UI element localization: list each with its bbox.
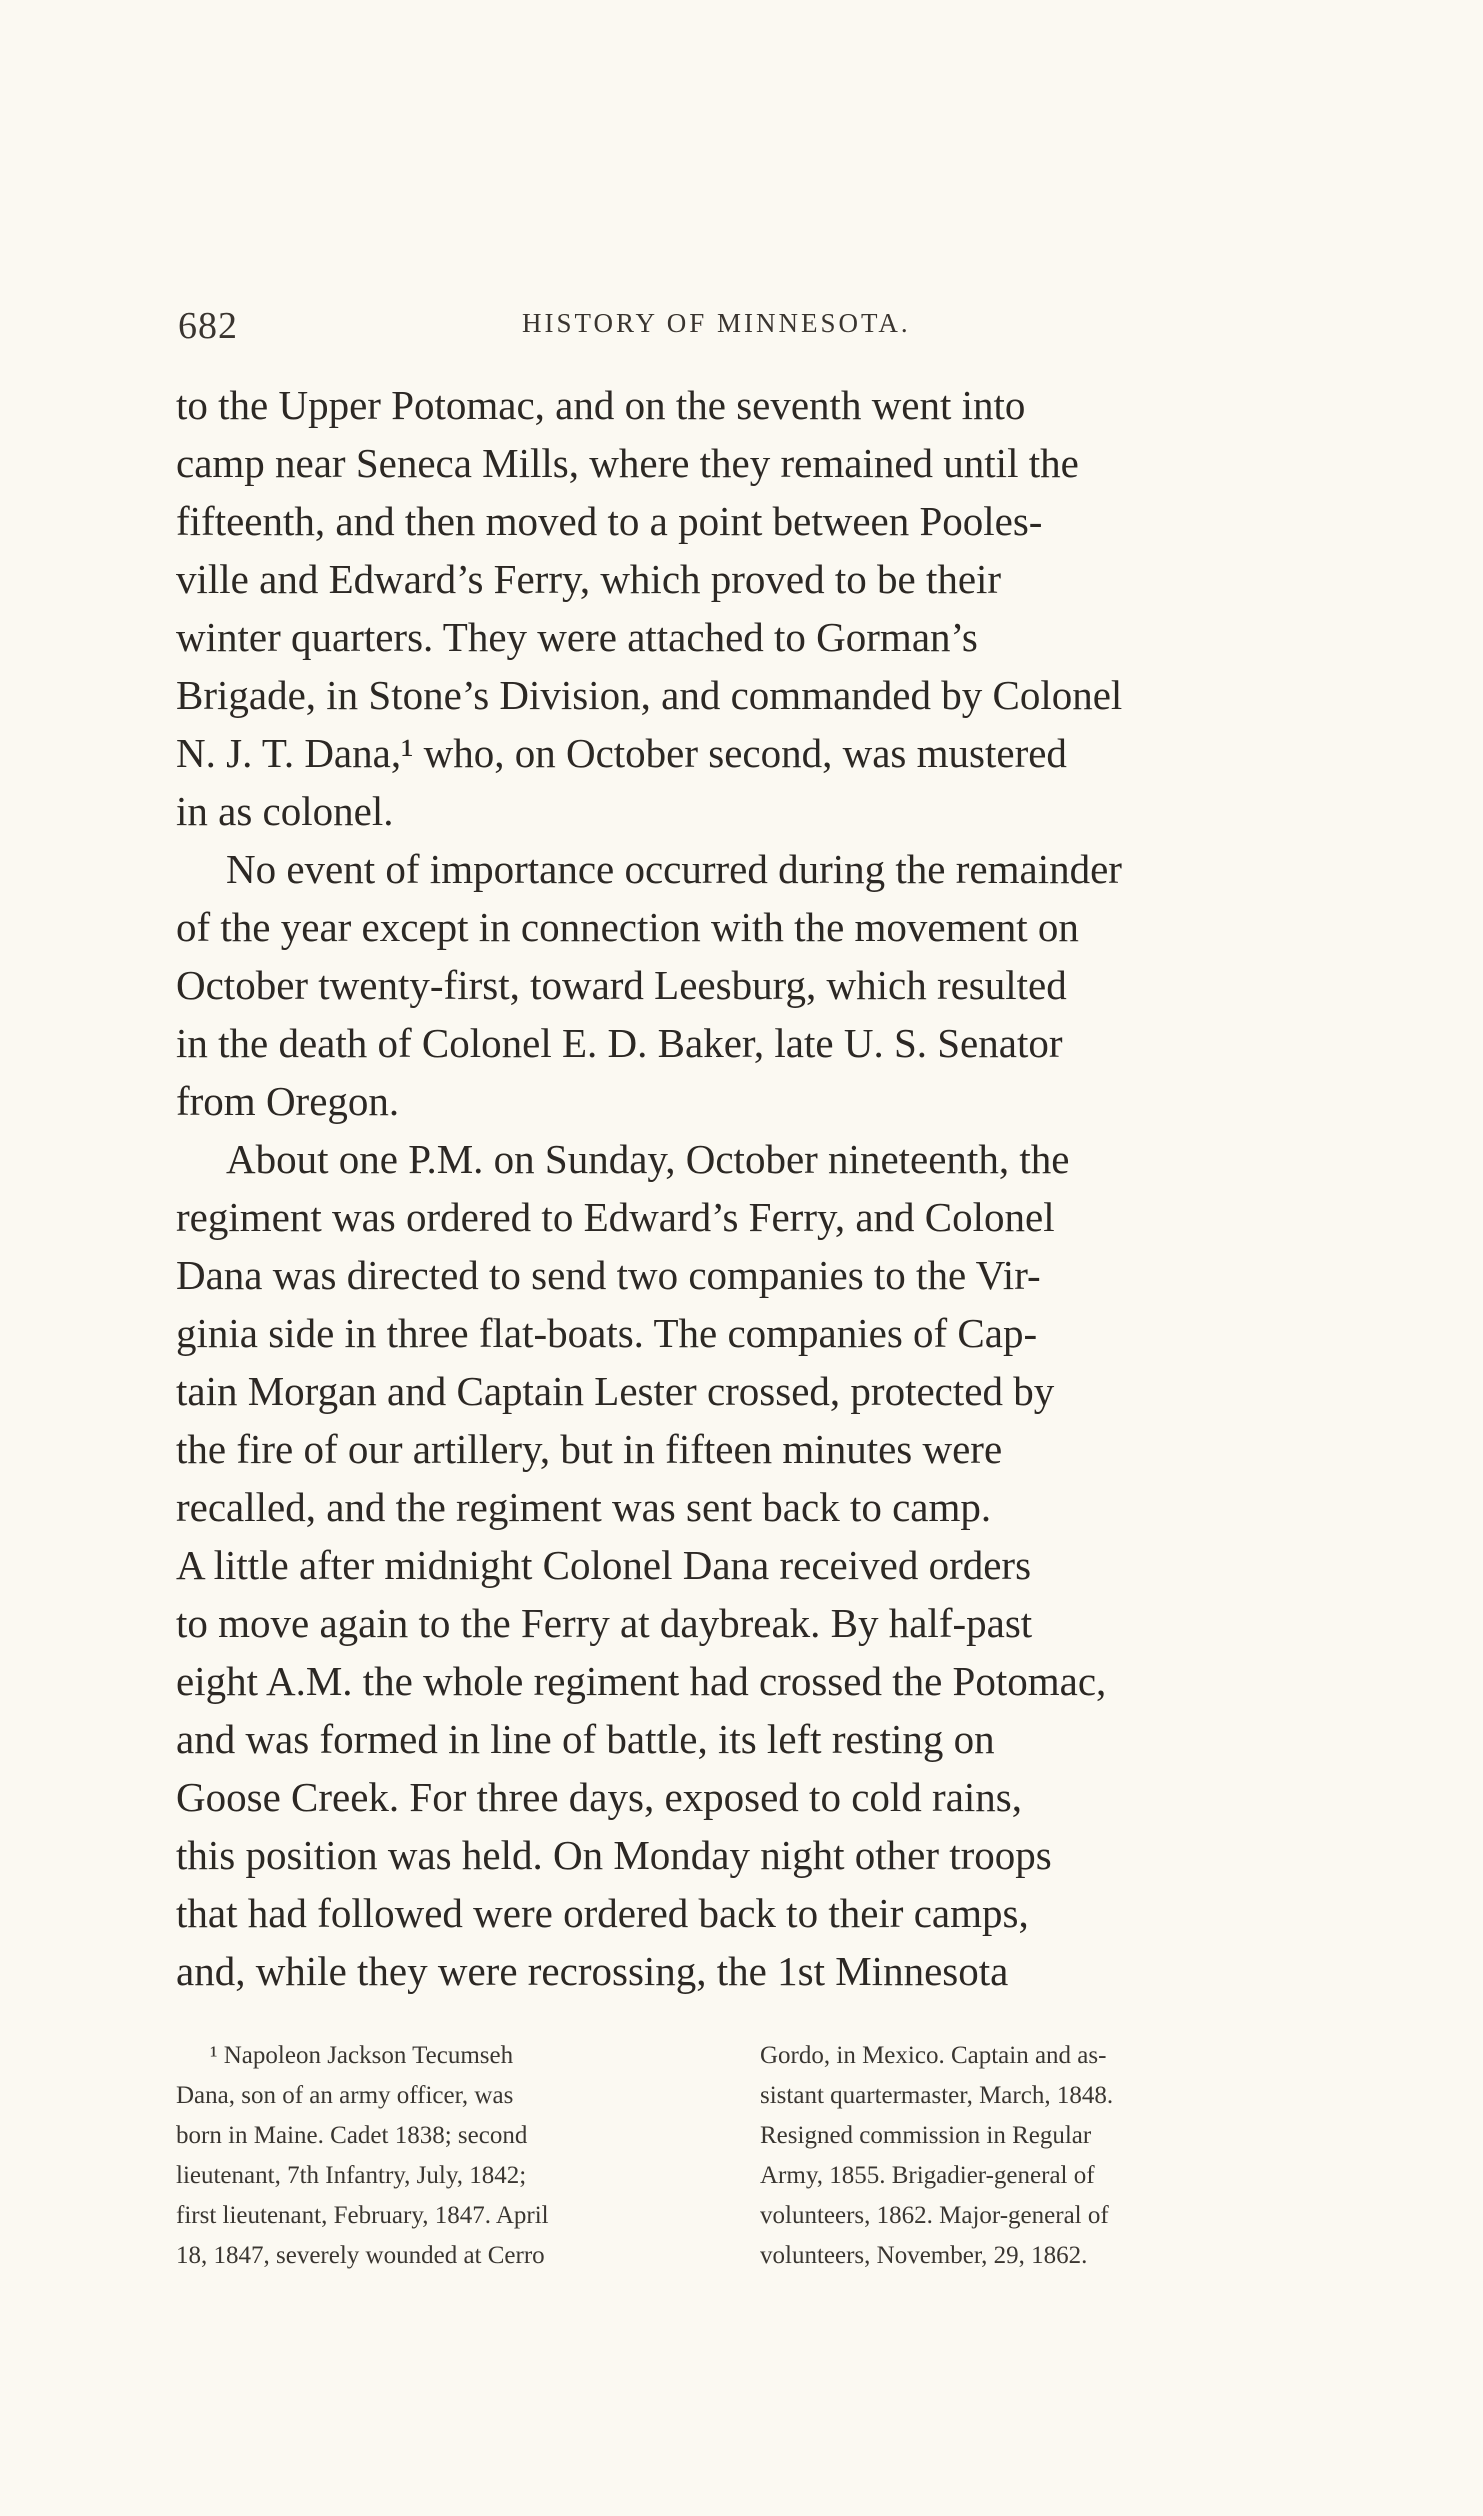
body-line: A little after midnight Colonel Dana received orders (176, 1542, 1032, 1588)
footnote-line: volunteers, 1862. Major-general of (760, 2202, 1109, 2229)
body-line: of the year except in connection with the movement on (176, 904, 1079, 950)
running-title: HISTORY OF MINNESOTA. (522, 308, 911, 338)
page-number: 682 (178, 305, 238, 347)
body-line: from Oregon. (176, 1078, 400, 1124)
body-line: No event of importance occurred during the remainder (226, 846, 1122, 892)
body-line: fifteenth, and then moved to a point between Pooles- (176, 498, 1043, 544)
footnote-line: Dana, son of an army officer, was (176, 2082, 514, 2109)
body-line: in the death of Colonel E. D. Baker, late U. S. Senator (176, 1020, 1063, 1066)
body-line: N. J. T. Dana,¹ who, on October second, was mustered (176, 730, 1067, 776)
body-line: tain Morgan and Captain Lester crossed, protected by (176, 1368, 1055, 1414)
footnote-line: Resigned commission in Regular (760, 2122, 1092, 2149)
body-line: About one P.M. on Sunday, October nineteenth, the (226, 1136, 1070, 1182)
footnote-line: volunteers, November, 29, 1862. (760, 2242, 1088, 2269)
body-line: recalled, and the regiment was sent back to camp. (176, 1484, 992, 1530)
body-line: October twenty-first, toward Leesburg, which resulted (176, 962, 1067, 1008)
footnote-line: sistant quartermaster, March, 1848. (760, 2082, 1114, 2109)
body-line: to the Upper Potomac, and on the seventh went into (176, 382, 1026, 428)
body-line: this position was held. On Monday night other troops (176, 1832, 1052, 1878)
body-line: ville and Edward’s Ferry, which proved to be their (176, 556, 1002, 602)
body-line: camp near Seneca Mills, where they remained until the (176, 440, 1079, 486)
footnote-line: Gordo, in Mexico. Captain and as- (760, 2042, 1107, 2069)
body-line: Goose Creek. For three days, exposed to cold rains, (176, 1774, 1022, 1820)
footnote-line: lieutenant, 7th Infantry, July, 1842; (176, 2162, 527, 2189)
footnote-line: 18, 1847, severely wounded at Cerro (176, 2242, 545, 2269)
running-head (0, 300, 1483, 348)
body-line: ginia side in three flat-boats. The companies of Cap- (176, 1310, 1038, 1356)
body-line: winter quarters. They were attached to Gorman’s (176, 614, 978, 660)
body-line: that had followed were ordered back to their camps, (176, 1890, 1029, 1936)
body-line: the fire of our artillery, but in fifteen minutes were (176, 1426, 1003, 1472)
body-line: Dana was directed to send two companies to the Vir- (176, 1252, 1041, 1298)
body-line: Brigade, in Stone’s Division, and commanded by Colonel (176, 672, 1123, 718)
footnote-line: first lieutenant, February, 1847. April (176, 2202, 549, 2229)
body-line: eight A.M. the whole regiment had crossed the Potomac, (176, 1658, 1107, 1704)
footnote-line: ¹ Napoleon Jackson Tecumseh (210, 2042, 514, 2069)
footnote-line: born in Maine. Cadet 1838; second (176, 2122, 528, 2149)
body-line: and was formed in line of battle, its left resting on (176, 1716, 995, 1762)
body-line: and, while they were recrossing, the 1st Minnesota (176, 1948, 1009, 1994)
footnote-line: Army, 1855. Brigadier-general of (760, 2162, 1095, 2189)
body-line: in as colonel. (176, 788, 394, 834)
body-line: regiment was ordered to Edward’s Ferry, and Colonel (176, 1194, 1055, 1240)
body-line: to move again to the Ferry at daybreak. By half-past (176, 1600, 1033, 1646)
